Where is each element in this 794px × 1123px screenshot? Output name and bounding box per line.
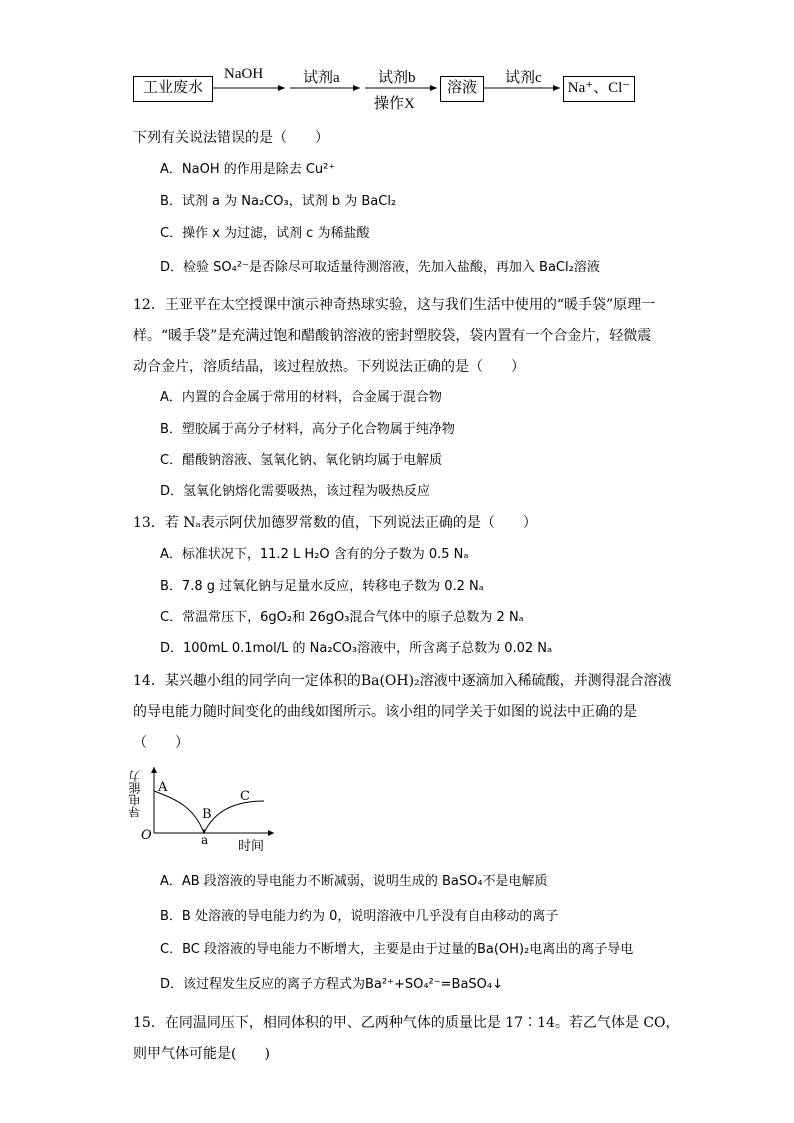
flow-step3-bottom-label: 操作X xyxy=(374,96,415,112)
q13-option-a: A．标准状况下，11.2 L H₂O 含有的分子数为 0.5 Nₐ xyxy=(160,547,469,562)
graph-point-c-label: C xyxy=(240,789,250,804)
q12-option-c: C．醋酸钠溶液、氢氧化钠、氧化钠均属于电解质 xyxy=(160,453,443,468)
graph-point-a-label: A xyxy=(158,780,168,795)
q12-option-b: B．塑胶属于高分子材料，高分子化合物属于纯净物 xyxy=(160,422,455,437)
q13-option-d: D．100mL 0.1mol/L 的 Na₂CO₃溶液中，所含离子总数为 0.02 Nₐ xyxy=(160,641,553,656)
graph-point-b-label: B xyxy=(202,807,212,822)
q12-option-d: D．氢氧化钠熔化需要吸热，该过程为吸热反应 xyxy=(160,484,431,499)
q15-line-2: 则甲气体可能是( ) xyxy=(133,1046,270,1062)
flow-step3-top-label: 试剂b xyxy=(378,70,416,86)
flow-step1-label: NaOH xyxy=(224,66,264,82)
q11-option-a: A．NaOH 的作用是除去 Cu²⁺ xyxy=(160,162,336,177)
q12-line-1: 12．王亚平在太空授课中演示神奇热球实验，这与我们生活中使用的“暖手袋”原理一 xyxy=(133,297,656,313)
q13-option-b: B．7.8 g 过氧化钠与足量水反应，转移电子数为 0.2 Nₐ xyxy=(160,579,484,594)
q11-stem: 下列有关说法错误的是（ ） xyxy=(133,130,329,146)
q14-line-3: （ ） xyxy=(133,735,189,751)
graph-ylabel-text: 导电能力 xyxy=(128,770,142,818)
q11-option-c: C．操作 x 为过滤，试剂 c 为稀盐酸 xyxy=(160,226,370,241)
graph-origin-label: O xyxy=(141,828,152,843)
q14-line-1: 14．某兴趣小组的同学向一定体积的Ba(OH)₂溶液中逐滴加入稀硫酸，并测得混合溶液 xyxy=(133,673,672,689)
q14-option-d: D．该过程发生反应的离子方程式为Ba²⁺+SO₄²⁻=BaSO₄↓ xyxy=(160,977,503,992)
q14-option-b: B．B 处溶液的导电能力约为 0，说明溶液中几乎没有自由移动的离子 xyxy=(160,909,559,924)
flow-step4-label: 试剂c xyxy=(505,70,542,86)
graph-xlabel: 时间 xyxy=(238,839,265,854)
flow-arrows xyxy=(0,0,794,120)
q15-line-1: 15．在同温同压下，相同体积的甲、乙两种气体的质量比是 17∶14。若乙气体是 CO， xyxy=(133,1015,680,1031)
q14-line-2: 的导电能力随时间变化的曲线如图所示。该小组的同学关于如图的说法中正确的是 xyxy=(133,704,637,720)
graph-ylabel-vertical xyxy=(129,770,143,818)
flow-end-box: Na⁺、Cl⁻ xyxy=(563,76,635,102)
q12-option-a: A．内置的合金属于常用的材料，合金属于混合物 xyxy=(160,390,442,405)
q14-option-a: A．AB 段溶液的导电能力不断减弱，说明生成的 BaSO₄不是电解质 xyxy=(160,874,548,889)
q12-line-3: 动合金片，溶质结晶，该过程放热。下列说法正确的是（ ） xyxy=(133,359,525,375)
q14-option-c: C．BC 段溶液的导电能力不断增大，主要是由于过量的Ba(OH)₂电离出的离子导电 xyxy=(160,942,634,957)
q13-stem: 13．若 Nₐ表示阿伏加德罗常数的值，下列说法正确的是（ ） xyxy=(133,515,537,531)
flow-step2-label: 试剂a xyxy=(303,70,340,86)
q13-option-c: C．常温常压下，6gO₂和 26gO₃混合气体中的原子总数为 2 Nₐ xyxy=(160,610,524,625)
flow-mid-box: 溶液 xyxy=(440,76,484,102)
graph-tick-a-label: a xyxy=(201,833,209,847)
q11-option-d: D．检验 SO₄²⁻是否除尽可取适量待测溶液，先加入盐酸，再加入 BaCl₂溶液 xyxy=(160,260,600,275)
q12-line-2: 样。“暖手袋”是充满过饱和醋酸钠溶液的密封塑胶袋，袋内置有一个合金片，轻微震 xyxy=(133,328,652,344)
q11-option-b: B．试剂 a 为 Na₂CO₃，试剂 b 为 BaCl₂ xyxy=(160,194,397,209)
flow-start-box: 工业废水 xyxy=(133,76,213,102)
